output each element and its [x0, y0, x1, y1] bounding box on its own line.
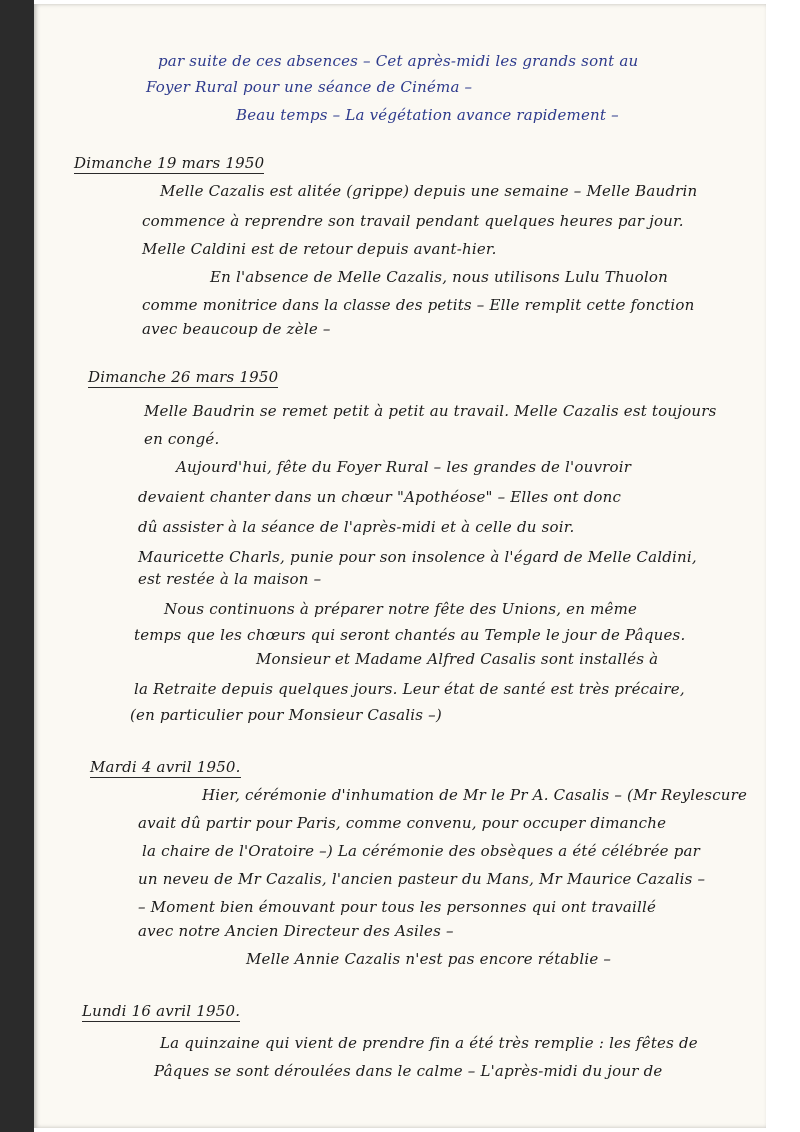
- text-line: devaient chanter dans un chœur "Apothéose" – Elles ont donc: [138, 488, 622, 506]
- entry-date-heading: Lundi 16 avril 1950.: [82, 1002, 241, 1020]
- text-line: un neveu de Mr Cazalis, l'ancien pasteur du Mans, Mr Maurice Cazalis –: [138, 870, 706, 888]
- text-line: La quinzaine qui vient de prendre fin a été très remplie : les fêtes de: [160, 1034, 698, 1052]
- scan-border-right: [766, 0, 800, 1132]
- text-line: Beau temps – La végétation avance rapidement –: [236, 106, 619, 124]
- handwritten-page: [34, 4, 766, 1128]
- text-line: Foyer Rural pour une séance de Cinéma –: [146, 78, 473, 96]
- text-line: par suite de ces absences – Cet après-midi les grands sont au: [158, 52, 639, 70]
- text-line: la Retraite depuis quelques jours. Leur état de santé est très précaire,: [134, 680, 685, 698]
- text-line: comme monitrice dans la classe des petits – Elle remplit cette fonction: [142, 296, 695, 314]
- text-line: Aujourd'hui, fête du Foyer Rural – les grandes de l'ouvroir: [176, 458, 632, 476]
- text-line: En l'absence de Melle Cazalis, nous utilisons Lulu Thuolon: [210, 268, 668, 286]
- text-line: est restée à la maison –: [138, 570, 322, 588]
- text-line: commence à reprendre son travail pendant quelques heures par jour.: [142, 212, 684, 230]
- text-line: avec notre Ancien Directeur des Asiles –: [138, 922, 454, 940]
- entry-date-heading: Mardi 4 avril 1950.: [90, 758, 241, 776]
- text-line: en congé.: [144, 430, 220, 448]
- text-line: dû assister à la séance de l'après-midi et à celle du soir.: [138, 518, 575, 536]
- text-line: (en particulier pour Monsieur Casalis –): [130, 706, 442, 724]
- text-line: Monsieur et Madame Alfred Casalis sont installés à: [256, 650, 659, 668]
- scan-border-left: [0, 0, 34, 1132]
- text-line: avait dû partir pour Paris, comme convenu, pour occuper dimanche: [138, 814, 667, 832]
- entry-date-heading: Dimanche 19 mars 1950: [74, 154, 265, 172]
- text-line: Melle Caldini est de retour depuis avant-hier.: [142, 240, 497, 258]
- text-line: avec beaucoup de zèle –: [142, 320, 331, 338]
- text-line: Melle Cazalis est alitée (grippe) depuis une semaine – Melle Baudrin: [160, 182, 698, 200]
- text-line: temps que les chœurs qui seront chantés au Temple le jour de Pâques.: [134, 626, 686, 644]
- text-line: – Moment bien émouvant pour tous les personnes qui ont travaillé: [138, 898, 657, 916]
- text-line: Nous continuons à préparer notre fête des Unions, en même: [164, 600, 638, 618]
- text-line: Pâques se sont déroulées dans le calme – L'après-midi du jour de: [154, 1062, 663, 1080]
- text-line: Hier, cérémonie d'inhumation de Mr le Pr A. Casalis – (Mr Reylescure: [202, 786, 748, 804]
- entry-date-heading: Dimanche 26 mars 1950: [88, 368, 279, 386]
- text-line: Melle Baudrin se remet petit à petit au travail. Melle Cazalis est toujours: [144, 402, 717, 420]
- text-line: la chaire de l'Oratoire –) La cérémonie des obsèques a été célébrée par: [142, 842, 701, 860]
- text-line: Melle Annie Cazalis n'est pas encore rétablie –: [246, 950, 612, 968]
- text-line: Mauricette Charls, punie pour son insolence à l'égard de Melle Caldini,: [138, 548, 697, 566]
